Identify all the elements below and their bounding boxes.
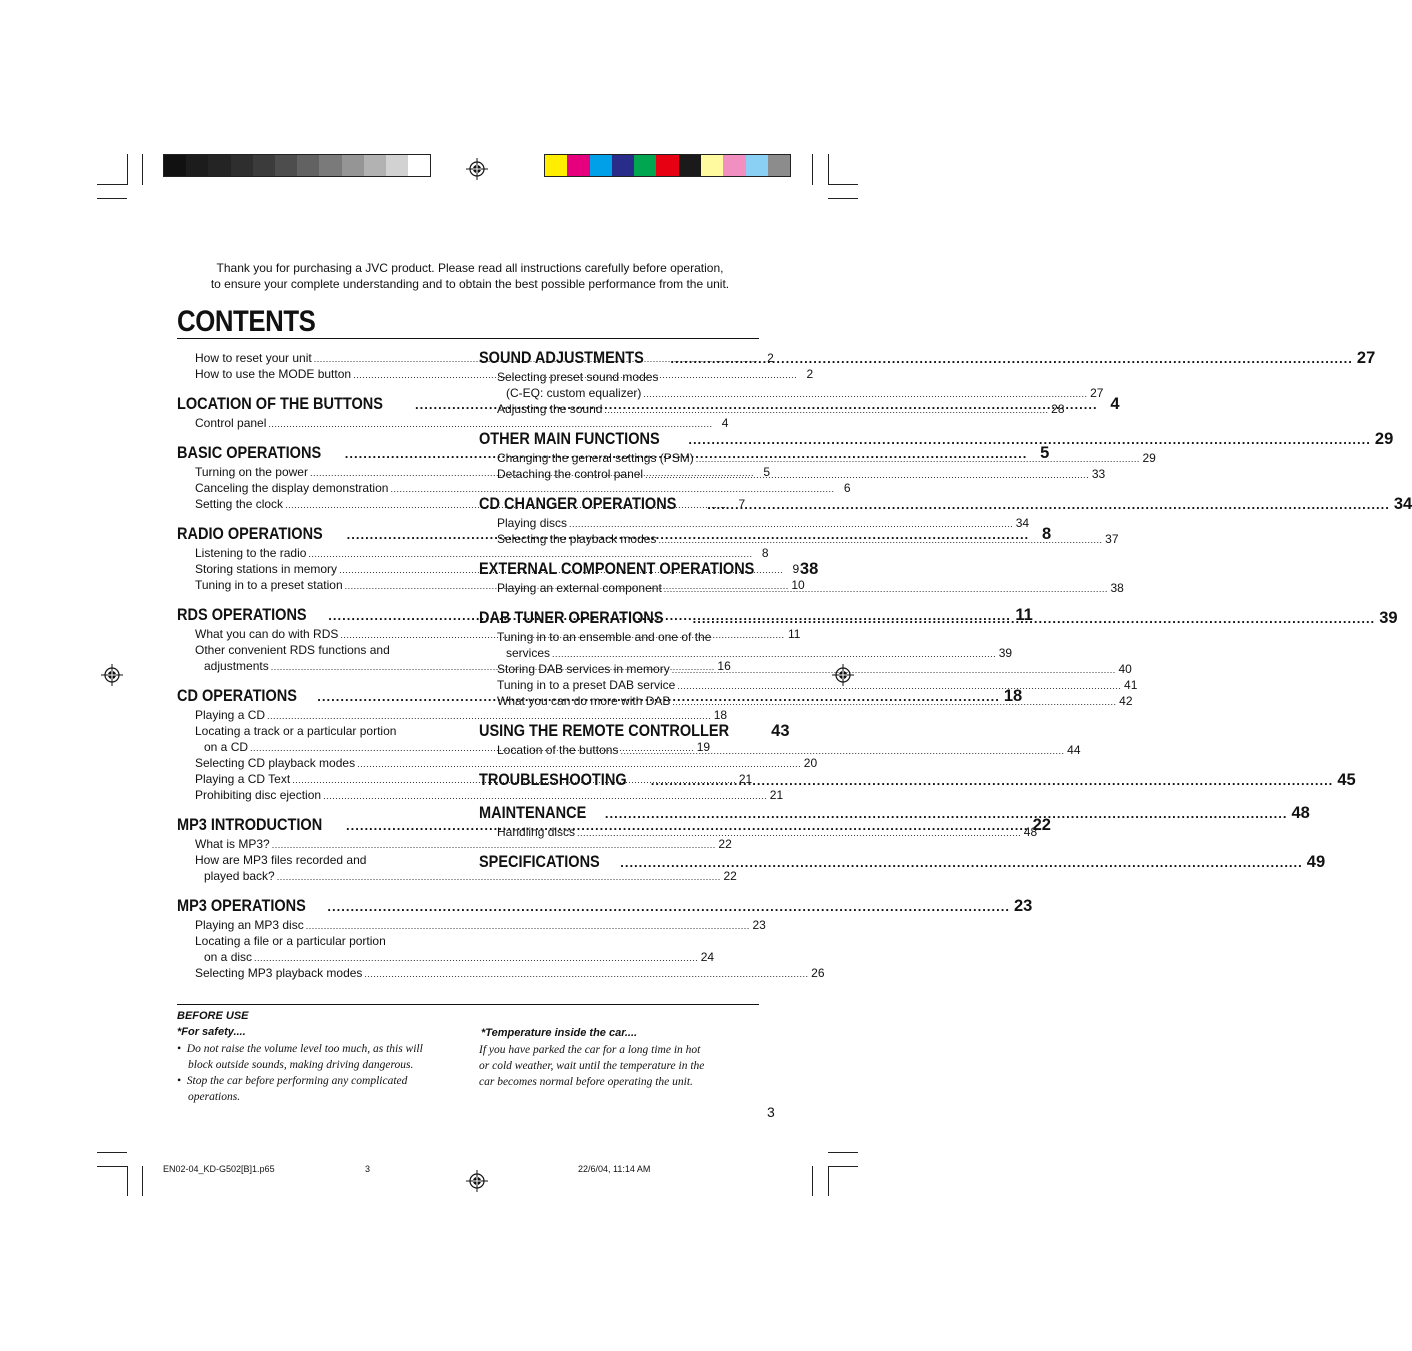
toc-item-page: 37 — [1105, 532, 1119, 546]
temperature-heading: *Temperature inside the car.... — [481, 1027, 638, 1039]
color-swatch — [746, 155, 768, 176]
toc-heading-page: 23 — [1013, 897, 1033, 915]
toc-item[interactable] — [177, 868, 737, 884]
toc-item-label: Storing DAB services in memory — [497, 662, 670, 676]
toc-item-label: played back? — [204, 869, 275, 883]
toc-item-label: Adjusting the sound — [497, 402, 603, 416]
toc-item-label: What is MP3? — [195, 837, 270, 851]
dot-leader — [620, 852, 1303, 874]
toc-item-page: 4 — [721, 416, 729, 430]
note-line: operations. — [188, 1091, 241, 1103]
intro-line: Thank you for purchasing a JVC product. Please read all instructions carefully before operation, — [216, 261, 724, 275]
toc-heading-page: 43 — [771, 722, 790, 740]
color-swatch — [545, 155, 567, 176]
dot-leader — [605, 803, 1288, 825]
dot-leader — [604, 402, 1048, 418]
dot-leader — [672, 694, 1116, 710]
toc-heading-title: OTHER MAIN FUNCTIONS — [479, 430, 660, 448]
toc-item-label: (C-EQ: custom equalizer) — [506, 386, 642, 400]
toc-heading-page: 38 — [799, 560, 819, 578]
toc-item-label: Playing a CD Text — [195, 772, 291, 786]
toc-heading[interactable] — [479, 851, 1326, 873]
toc-item-label: Location of the buttons — [497, 743, 619, 757]
toc-section — [479, 428, 1394, 482]
color-swatch — [275, 155, 297, 176]
toc-section — [479, 851, 1326, 873]
toc-heading[interactable] — [479, 802, 1310, 824]
toc-item-label: What you can do with RDS — [195, 627, 339, 641]
toc-item[interactable] — [177, 480, 851, 496]
intro-line: to ensure your complete understanding and to obtain the best possible performance from the unit. — [210, 277, 730, 291]
toc-item[interactable] — [177, 933, 459, 949]
toc-item-page: 9 — [792, 562, 800, 576]
toc-item-label: Setting the clock — [195, 497, 284, 511]
toc-heading[interactable] — [479, 720, 790, 742]
toc-item-label: Selecting preset sound modes — [497, 370, 659, 384]
dot-leader — [552, 646, 996, 662]
color-swatch — [364, 155, 386, 176]
toc-item-label: adjustments — [204, 659, 269, 673]
toc-heading-title: LOCATION OF THE BUTTONS — [177, 395, 383, 413]
toc-item[interactable] — [177, 642, 459, 658]
dot-leader — [620, 743, 1064, 759]
footer-date: 22/6/04, 11:14 AM — [578, 1164, 651, 1174]
safety-heading: *For safety.... — [177, 1026, 246, 1038]
toc-heading-title: TROUBLESHOOTING — [479, 771, 627, 789]
toc-item-page: 34 — [1015, 516, 1030, 530]
toc-heading-title: RADIO OPERATIONS — [177, 525, 323, 543]
toc-item-page: 2 — [767, 351, 774, 365]
toc-item[interactable] — [479, 515, 1030, 531]
registration-mark-icon — [466, 158, 488, 180]
toc-item-label: Canceling the display demonstration — [195, 481, 389, 495]
color-swatch — [723, 155, 745, 176]
note-line: block outside sounds, making driving dangerous. — [188, 1059, 414, 1071]
toc-item-label: Tuning in to a preset station — [195, 578, 343, 592]
color-swatch — [319, 155, 341, 176]
before-use-heading: BEFORE USE — [177, 1010, 249, 1022]
toc-item-page: 16 — [717, 659, 731, 673]
color-swatch — [701, 155, 723, 176]
color-swatch — [186, 155, 208, 176]
color-swatch — [164, 155, 186, 176]
toc-heading-title: SPECIFICATIONS — [479, 853, 600, 871]
note-line: Stop the car before performing any complicated — [186, 1075, 408, 1087]
toc-item[interactable] — [177, 917, 766, 933]
toc-item-page: 7 — [738, 497, 746, 511]
toc-heading[interactable] — [479, 493, 1412, 515]
registration-mark-icon — [466, 1170, 488, 1192]
toc-item-label: Playing an external component — [497, 581, 662, 595]
toc-item-label: Playing a CD — [195, 708, 266, 722]
toc-section — [177, 895, 1033, 981]
dot-leader — [306, 918, 750, 934]
toc-heading-page: 8 — [1042, 525, 1052, 543]
dot-leader — [254, 950, 698, 966]
color-swatch — [768, 155, 790, 176]
toc-item-label: Detaching the control panel — [497, 467, 644, 481]
toc-item-page: 18 — [713, 708, 728, 722]
toc-item[interactable] — [479, 661, 1132, 677]
dot-leader — [693, 608, 1376, 630]
toc-heading-page: 27 — [1356, 349, 1376, 367]
toc-item-page: 44 — [1067, 743, 1081, 757]
footer-page: 3 — [365, 1164, 371, 1174]
toc-item[interactable] — [177, 755, 818, 771]
toc-heading[interactable] — [479, 428, 1394, 450]
toc-item-page: 21 — [738, 772, 753, 786]
toc-item-label: Handling discs — [497, 825, 576, 839]
color-swatch — [231, 155, 253, 176]
notes-rule — [177, 1004, 759, 1005]
toc-heading-page: 48 — [1291, 804, 1310, 822]
toc-item[interactable] — [479, 677, 1138, 693]
toc-item-page: 5 — [763, 465, 771, 479]
toc-item-page: 21 — [769, 788, 784, 802]
toc-item-label: Prohibiting disc ejection — [195, 788, 322, 802]
toc-heading[interactable] — [177, 895, 1033, 917]
toc-item-page: 42 — [1119, 694, 1133, 708]
toc-item-label: How are MP3 files recorded and — [195, 853, 367, 867]
toc-heading-title: BASIC OPERATIONS — [177, 444, 322, 462]
toc-item-label: services — [506, 646, 551, 660]
toc-item[interactable] — [177, 949, 715, 965]
safety-note-1: • Do not raise the volume level too much, as this will block outside sounds, making driving dangerous. — [177, 1043, 423, 1071]
toc-heading-page: 11 — [1015, 606, 1033, 624]
toc-item[interactable] — [177, 415, 729, 431]
grayscale-color-bar — [163, 154, 431, 177]
toc-item-label: How to reset your unit — [195, 351, 312, 365]
dot-leader — [707, 494, 1390, 516]
toc-item-label: Turning on the power — [195, 465, 308, 479]
toc-item[interactable] — [479, 645, 1013, 661]
toc-heading-title: CD OPERATIONS — [177, 687, 297, 705]
toc-item[interactable] — [479, 824, 1038, 840]
toc-item[interactable] — [479, 401, 1065, 417]
toc-heading-title: USING THE REMOTE CONTROLLER — [479, 722, 730, 740]
color-swatch — [408, 155, 430, 176]
dot-leader — [569, 516, 1013, 532]
toc-item[interactable] — [177, 836, 732, 852]
toc-item-page: 6 — [843, 481, 851, 495]
note-line: car becomes normal before operating the unit. — [479, 1076, 693, 1088]
color-swatch — [590, 155, 612, 176]
dot-leader — [664, 581, 1108, 597]
toc-heading-title: MP3 INTRODUCTION — [177, 816, 323, 834]
toc-heading-title: MP3 OPERATIONS — [177, 897, 306, 915]
toc-item-label: Listening to the radio — [195, 546, 307, 560]
toc-heading-page: 29 — [1374, 430, 1394, 448]
dot-leader — [677, 678, 1121, 694]
toc-heading[interactable] — [479, 347, 1376, 369]
dot-leader — [577, 825, 1021, 841]
toc-item-label: on a disc — [204, 950, 253, 964]
toc-item-page: 39 — [998, 646, 1013, 660]
toc-item-page: 40 — [1118, 662, 1132, 676]
toc-item[interactable] — [479, 629, 759, 645]
color-swatch — [342, 155, 364, 176]
dot-leader — [327, 896, 1010, 918]
toc-heading-title: CD CHANGER OPERATIONS — [479, 495, 677, 513]
toc-section — [479, 493, 1412, 547]
toc-item-page: 27 — [1090, 386, 1104, 400]
toc-heading-page: 39 — [1379, 609, 1398, 627]
toc-item-page: 48 — [1023, 825, 1038, 839]
toc-item-label: How to use the MODE button — [195, 367, 352, 381]
toc-item-label: Storing stations in memory — [195, 562, 338, 576]
toc-heading-page: 4 — [1110, 395, 1120, 413]
toc-heading-page: 5 — [1040, 444, 1050, 462]
dot-leader — [643, 386, 1087, 402]
toc-item-page: 29 — [1142, 451, 1156, 465]
color-swatch — [253, 155, 275, 176]
toc-item-page: 22 — [723, 869, 737, 883]
intro-text — [150, 260, 790, 292]
toc-item-label: Locating a track or a particular portion — [195, 724, 397, 738]
color-swatch — [386, 155, 408, 176]
dot-leader — [688, 429, 1371, 451]
note-line: or cold weather, wait until the temperature in the — [479, 1060, 705, 1072]
dot-leader — [364, 966, 808, 982]
color-swatch — [679, 155, 701, 176]
toc-section — [479, 769, 1356, 791]
process-color-bar — [544, 154, 791, 177]
toc-item[interactable] — [177, 787, 784, 803]
toc-heading-page: 34 — [1393, 495, 1412, 513]
toc-item-page: 11 — [788, 627, 801, 641]
toc-item-label: Selecting the playback modes — [497, 532, 657, 546]
toc-item-label: Tuning in to an ensemble and one of the — [497, 630, 712, 644]
toc-item-page: 33 — [1091, 467, 1106, 481]
toc-heading[interactable] — [479, 769, 1356, 791]
dot-leader — [658, 532, 1102, 548]
toc-item-label: Locating a file or a particular portion — [195, 934, 386, 948]
toc-item[interactable] — [177, 723, 459, 739]
toc-item-label: Selecting CD playback modes — [195, 756, 356, 770]
dot-leader — [670, 348, 1353, 370]
toc-heading[interactable] — [479, 558, 819, 580]
color-swatch — [208, 155, 230, 176]
color-swatch — [567, 155, 589, 176]
toc-heading-title: SOUND ADJUSTMENTS — [479, 349, 644, 367]
safety-note-2: • Stop the car before performing any complicated operations. — [177, 1075, 408, 1103]
toc-heading-page: 45 — [1337, 771, 1356, 789]
title-rule — [177, 338, 759, 339]
toc-heading-title: RDS OPERATIONS — [177, 606, 307, 624]
toc-item-page: 8 — [761, 546, 769, 560]
toc-item-label: Playing discs — [497, 516, 568, 530]
color-swatch — [612, 155, 634, 176]
temperature-note — [479, 1042, 704, 1090]
toc-item-page: 10 — [791, 578, 805, 592]
toc-item-page: 20 — [803, 756, 818, 770]
toc-item[interactable] — [479, 385, 1104, 401]
toc-item-page: 26 — [811, 966, 825, 980]
toc-heading-title: MAINTENANCE — [479, 804, 587, 822]
registration-mark-icon — [101, 664, 123, 686]
toc-section — [479, 347, 1376, 417]
toc-item-label: What you can do more with DAB — [497, 694, 671, 708]
toc-item-page: 24 — [700, 950, 715, 964]
toc-section — [479, 720, 1081, 758]
toc-item[interactable] — [479, 369, 759, 385]
note-line: If you have parked the car for a long time in hot — [479, 1044, 701, 1056]
toc-item-label: Selecting MP3 playback modes — [195, 966, 363, 980]
toc-heading-page: 18 — [1003, 687, 1023, 705]
toc-item-label: Playing an MP3 disc — [195, 918, 304, 932]
toc-item-label: Changing the general settings (PSM) — [497, 451, 694, 465]
toc-item[interactable] — [479, 466, 1106, 482]
page-title: CONTENTS — [177, 305, 316, 338]
toc-item[interactable] — [177, 707, 728, 723]
toc-item-label: on a CD — [204, 740, 249, 754]
color-swatch — [656, 155, 678, 176]
color-swatch — [634, 155, 656, 176]
toc-item[interactable] — [177, 965, 825, 981]
toc-item[interactable] — [479, 742, 1081, 758]
toc-item-page: 19 — [696, 740, 711, 754]
toc-item[interactable] — [479, 531, 1119, 547]
color-swatch — [297, 155, 319, 176]
toc-item[interactable] — [177, 545, 769, 561]
toc-heading-page: 49 — [1306, 853, 1326, 871]
toc-item-label: Control panel — [195, 416, 267, 430]
dot-leader — [645, 467, 1089, 483]
toc-item-page: 2 — [806, 367, 814, 381]
toc-item-label: Tuning in to a preset DAB service — [497, 678, 676, 692]
toc-heading-page: 22 — [1032, 816, 1051, 834]
toc-item-page: 38 — [1110, 581, 1124, 595]
note-line: Do not raise the volume level too much, as this will — [186, 1043, 423, 1055]
toc-item-label: Other convenient RDS functions and — [195, 643, 390, 657]
toc-item[interactable] — [479, 450, 1156, 466]
dot-leader — [696, 451, 1140, 467]
toc-item-page: 41 — [1124, 678, 1138, 692]
dot-leader — [651, 770, 1334, 792]
toc-item[interactable] — [177, 852, 459, 868]
dot-leader — [672, 662, 1116, 678]
page-number: 3 — [767, 1104, 775, 1120]
toc-heading-title: DAB TUNER OPERATIONS — [479, 609, 664, 627]
toc-heading-title: EXTERNAL COMPONENT OPERATIONS — [479, 560, 755, 578]
toc-item-page: 23 — [752, 918, 766, 932]
toc-item-page: 22 — [718, 837, 732, 851]
toc-item-page: 28 — [1051, 402, 1065, 416]
footer-file: EN02-04_KD-G502[B]1.p65 — [163, 1164, 275, 1174]
